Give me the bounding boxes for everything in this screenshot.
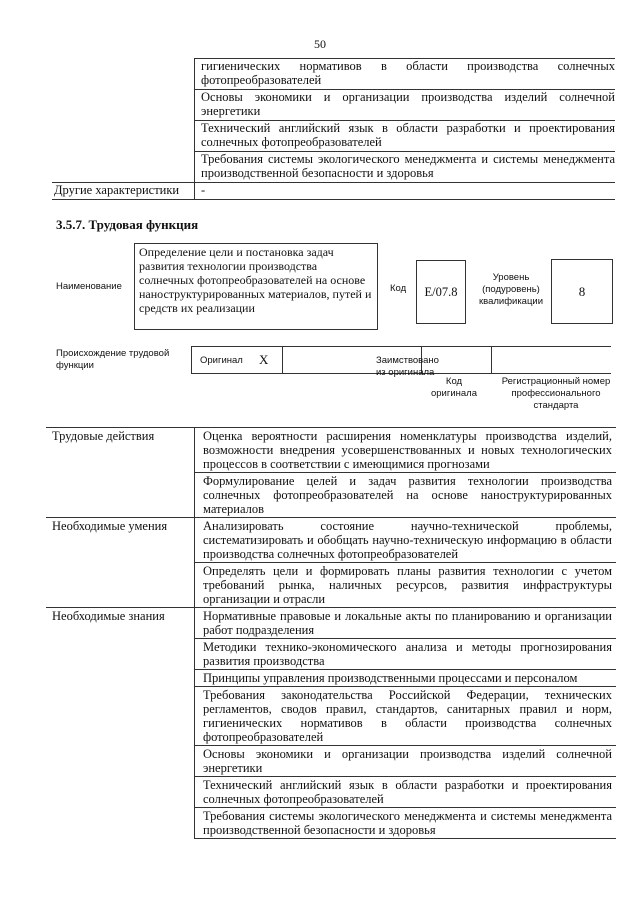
table-row: Определять цели и формировать планы развития технологии с учетом требований рынка, наличных ресурсов, развития инфраструктуры организации и отрасли: [195, 563, 617, 608]
name-label: Наименование: [56, 281, 122, 292]
borrowed-cell: [281, 347, 439, 378]
knowledge-item: Требования системы экологического менеджмента и системы менеджмента производственной безопасности и здоровья: [195, 152, 616, 183]
table-row: Принципы управления производственными процессами и персоналом: [195, 670, 617, 687]
origin-code-label: Код оригинала: [430, 376, 477, 399]
origin-row: [191, 346, 611, 378]
other-characteristics-label: Другие характеристики: [52, 183, 195, 200]
table-row: Формулирование целей и задач развития технологии производства солнечных фотопреобразователей на основе наноструктурированных материалов: [195, 473, 617, 518]
original-cell: [191, 347, 283, 373]
knowledge-item: гигиенических нормативов в области производства солнечных фотопреобразователей: [195, 59, 616, 90]
original-mark: X: [259, 352, 269, 367]
function-name-box: Определение цели и постановка задач развития технологии производства солнечных фотопреобразователей на основе наноструктурированных материалов, путей и средств их реализации: [134, 243, 378, 330]
borrowed-label: Заимствовано из оригинала: [376, 355, 439, 378]
table-row: Методики технико-экономического анализа и методы прогнозирования развития производства: [195, 639, 617, 670]
origin-label: Происхождение трудовой функции: [56, 348, 170, 371]
table-row: Основы экономики и организации производства изделий солнечной энергетики: [195, 746, 617, 777]
code-box: E/07.8: [416, 260, 466, 324]
table-row: Оценка вероятности расширения номенклатуры производства изделий, возможности внедрения усовершенствованных и новых технологических процессов в соответствии с имеющимися прогнозами: [195, 428, 617, 473]
section-label: Трудовые действия: [46, 428, 195, 518]
knowledge-item: Технический английский язык в области разработки и проектирования солнечных фотопреобразователей: [195, 121, 616, 152]
table-row: Требования законодательства Российской Федерации, технических регламентов, сводов правил, стандартов, санитарных правил и норм, гигиенических нормативов в области производства солнечных фотопреобразователей: [195, 687, 617, 746]
page-number: 50: [314, 37, 326, 51]
table-row: Анализировать состояние научно-технической проблемы, систематизировать и обобщать научно-техническую информацию в области производства солнечных фотопреобразователей: [195, 518, 617, 563]
original-label: Оригинал: [200, 355, 243, 366]
knowledge-item: Основы экономики и организации производства изделий солнечной энергетики: [195, 90, 616, 121]
continuation-table: [52, 58, 615, 200]
section-label: Необходимые знания: [46, 608, 195, 839]
section-label: Необходимые умения: [46, 518, 195, 608]
registration-number-label: Регистрационный номер профессионального стандарта: [501, 376, 611, 411]
divider: [491, 347, 493, 373]
table-row: Требования системы экологического менеджмента и системы менеджмента производственной безопасности и здоровья: [195, 808, 617, 839]
function-table: [46, 427, 616, 839]
section-title: 3.5.7. Трудовая функция: [56, 217, 199, 232]
level-box: 8: [551, 259, 613, 324]
table-row: Нормативные правовые и локальные акты по планированию и организации работ подразделения: [195, 608, 617, 639]
table-row: Технический английский язык в области разработки и проектирования солнечных фотопреобразователей: [195, 777, 617, 808]
other-characteristics-value: -: [195, 183, 616, 200]
code-label: Код: [390, 283, 407, 294]
level-label: Уровень (подуровень) квалификации: [478, 272, 544, 307]
